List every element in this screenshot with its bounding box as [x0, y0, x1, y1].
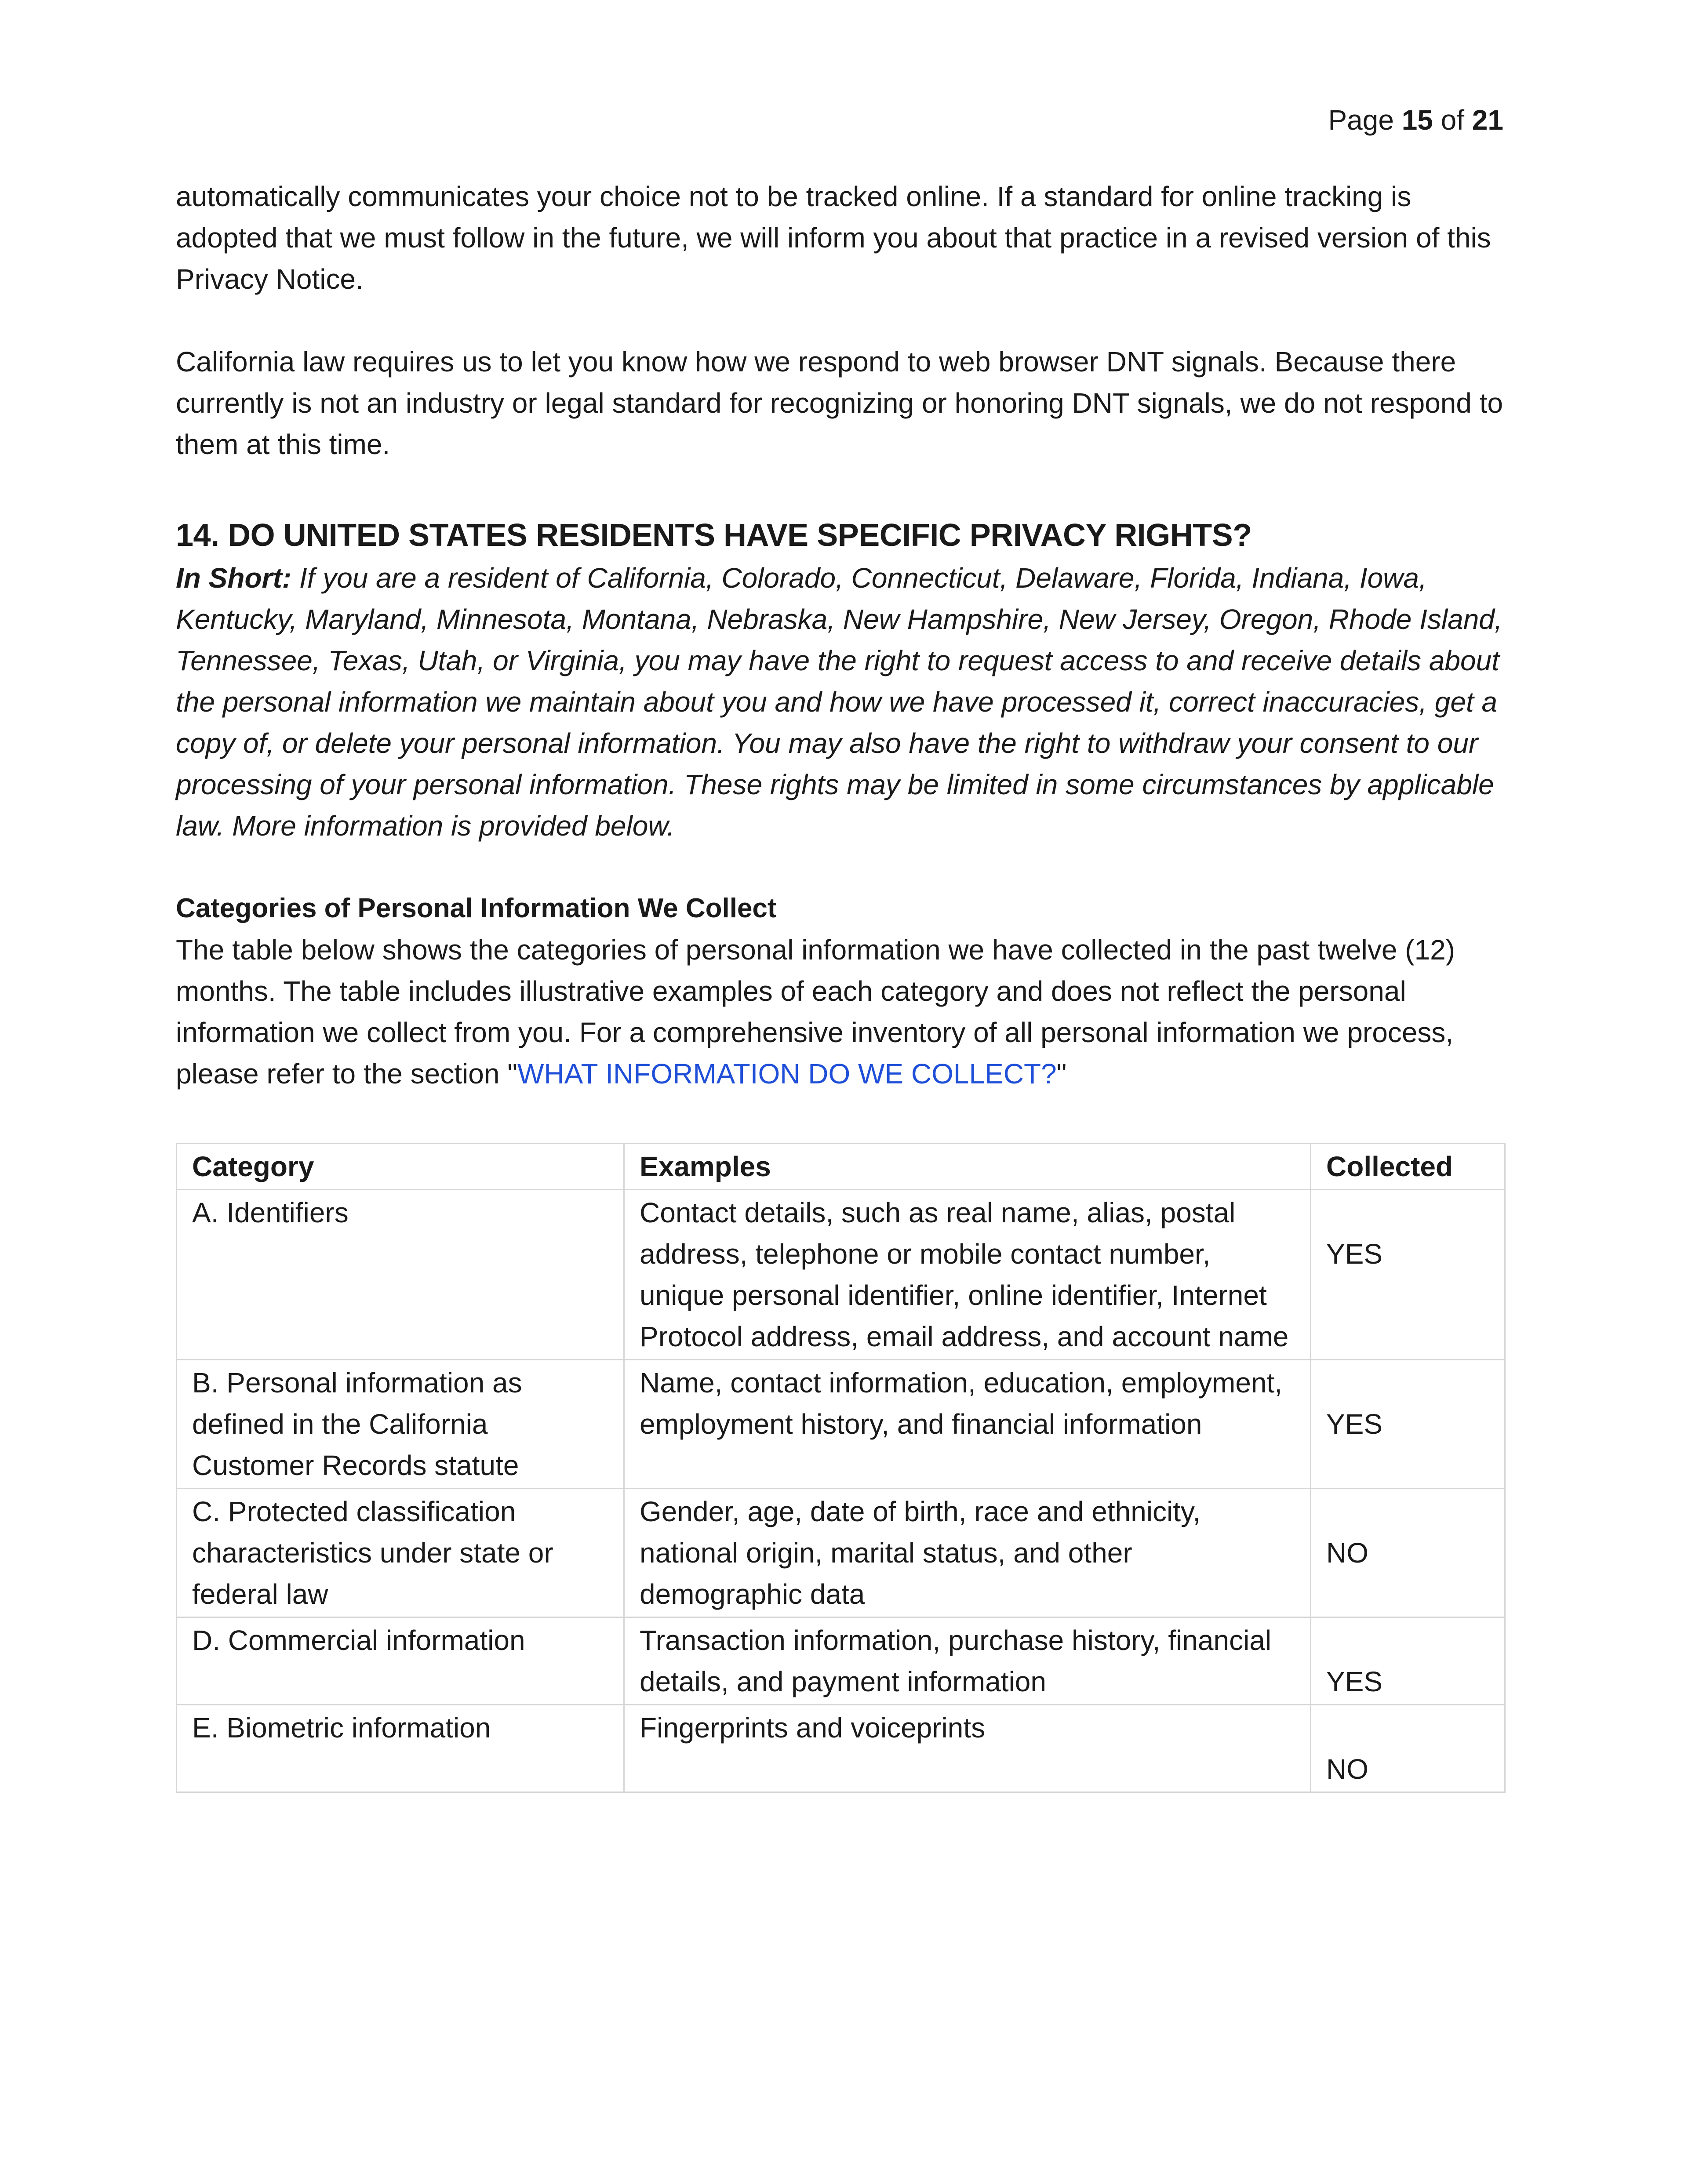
dnt-paragraph-continued: automatically communicates your choice not to be tracked online. If a standard for online tracking is adopted that we must follow in the future, we will inform you about that practice in a revised version of this Privacy Notice. [176, 181, 1491, 295]
table-header-row [177, 1144, 1505, 1190]
row-examples: Name, contact information, education, employment, employment history, and financial information [624, 1360, 1311, 1489]
page-number [1328, 99, 1503, 141]
in-short-summary [176, 557, 1503, 847]
table-row [177, 1705, 1505, 1792]
table-row [177, 1489, 1505, 1617]
california-dnt-paragraph: California law requires us to let you know how we respond to web browser DNT signals. Because there currently is not an industry or legal standard for recognizing or honoring DNT signals, we do not respond to them at this time. [176, 346, 1503, 460]
row-examples: Contact details, such as real name, alias, postal address, telephone or mobile contact number, unique personal identifier, online identifier, Internet Protocol address, email address, and account name [624, 1190, 1311, 1360]
row-collected: NO [1311, 1489, 1505, 1617]
row-collected: YES [1311, 1617, 1505, 1705]
page-current: 15 [1401, 104, 1433, 136]
in-short-text: If you are a resident of California, Colorado, Connecticut, Delaware, Florida, Indiana, Iowa, Kentucky, Maryland, Minnesota, Montana, Nebraska, New Hampshire, New Jersey, Oregon, Rhode Island, Tennessee, Texas, Utah, or Virginia, you may have the right to request access to and receive details about the personal information we maintain about you and how we have processed it, correct inaccuracies, get a copy of, or delete your personal information. You may also have the right to withdraw your consent to our processing of your personal information. These rights may be limited in some circumstances by applicable law. More information is provided below. [176, 562, 1502, 842]
row-category: A. Identifiers [177, 1190, 624, 1360]
row-collected: YES [1311, 1190, 1505, 1360]
categories-intro-paragraph [176, 929, 1503, 1094]
categories-intro-close-quote: " [1056, 1058, 1067, 1090]
header-collected: Collected [1311, 1144, 1505, 1190]
row-category: B. Personal information as defined in the California Customer Records statute [177, 1360, 624, 1489]
categories-subheading: Categories of Personal Information We Collect [176, 893, 777, 923]
row-examples: Transaction information, purchase history, financial details, and payment information [624, 1617, 1311, 1705]
row-category: C. Protected classification characteristics under state or federal law [177, 1489, 624, 1617]
categories-intro-text: The table below shows the categories of personal information we have collected in the past twelve (12) months. The table includes illustrative examples of each category and does not reflect the personal information we collect from you. For a comprehensive inventory of all personal information we process, please refer to the section " [176, 934, 1455, 1090]
page-total: 21 [1472, 104, 1503, 136]
header-examples: Examples [624, 1144, 1311, 1190]
page-content [176, 176, 1503, 1793]
page-label: Page [1328, 104, 1394, 136]
row-collected: NO [1311, 1705, 1505, 1792]
table-row [177, 1190, 1505, 1360]
table-row [177, 1360, 1505, 1489]
row-examples: Fingerprints and voiceprints [624, 1705, 1311, 1792]
header-category: Category [177, 1144, 624, 1190]
page-of: of [1441, 104, 1465, 136]
what-information-link[interactable]: WHAT INFORMATION DO WE COLLECT? [517, 1058, 1057, 1090]
in-short-label: In Short: [176, 562, 292, 594]
row-category: E. Biometric information [177, 1705, 624, 1792]
categories-table [176, 1143, 1506, 1793]
row-examples: Gender, age, date of birth, race and ethnicity, national origin, marital status, and other demographic data [624, 1489, 1311, 1617]
section-heading: 14. DO UNITED STATES RESIDENTS HAVE SPECIFIC PRIVACY RIGHTS? [176, 518, 1252, 553]
row-category: D. Commercial information [177, 1617, 624, 1705]
row-collected: YES [1311, 1360, 1505, 1489]
table-row [177, 1617, 1505, 1705]
